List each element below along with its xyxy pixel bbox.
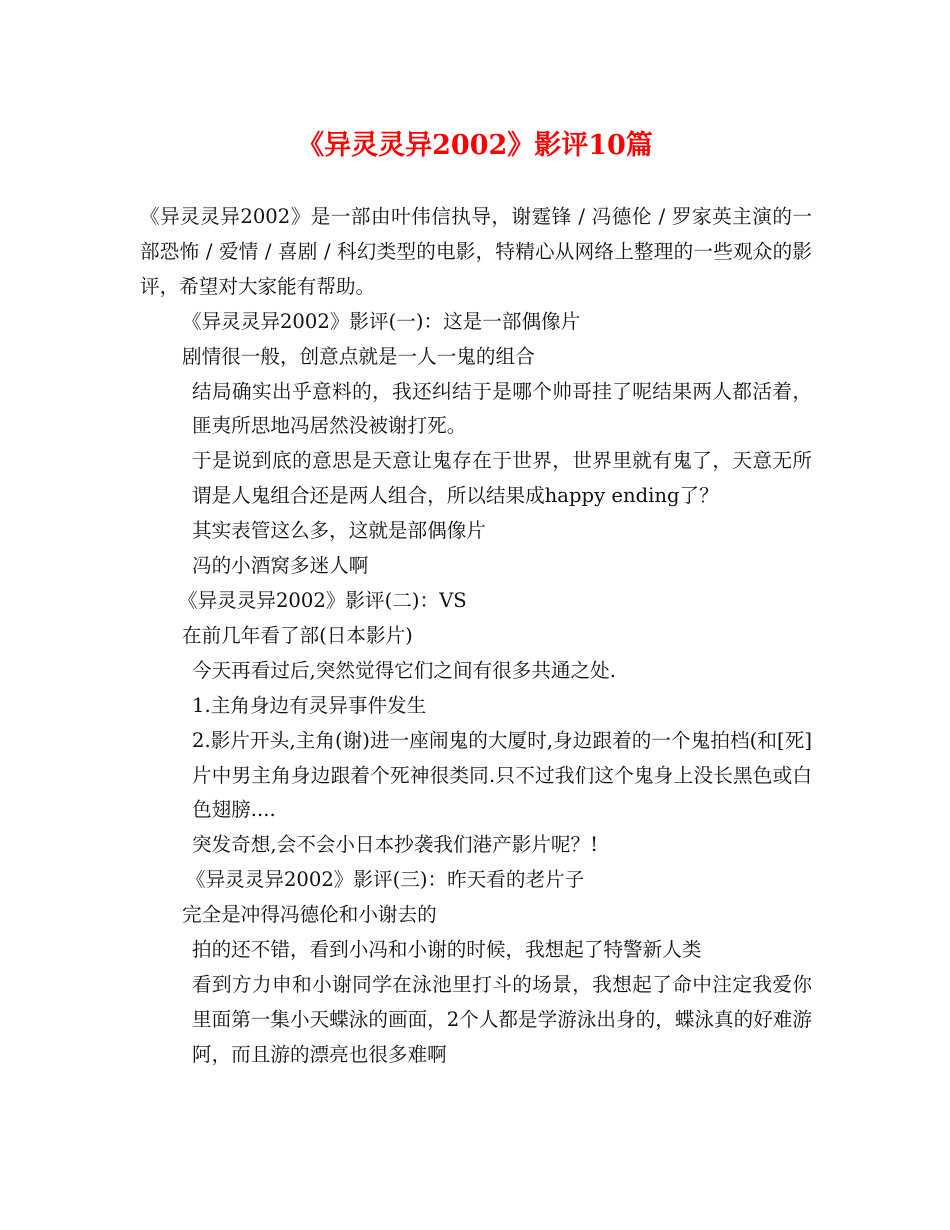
review-2-heading: 《异灵灵异2002》影评(二)：VS [178, 588, 467, 612]
paragraph: 看到方力申和小谢同学在泳池里打斗的场景，我想起了命中注定我爱你里面第一集小天蝶泳的画面，2个人都是学游泳出身的，蝶泳真的好难游阿，而且游的漂亮也很多难啊 [192, 972, 812, 1066]
intro-paragraph: 《异灵灵异2002》是一部由叶伟信执导，谢霆锋 / 冯德伦 / 罗家英主演的一部恐怖 / 爱情 / 喜剧 / 科幻类型的电影，特精心从网络上整理的一些观众的影评，希望对大家能有帮助。 [140, 205, 812, 298]
document-body [140, 200, 812, 1073]
paragraph: 其实表管这么多，这就是部偶像片 [192, 519, 486, 543]
paragraph: 结局确实出乎意料的，我还纠结于是哪个帅哥挂了呢结果两人都活着，匪夷所思地冯居然没被谢打死。 [192, 379, 812, 438]
paragraph: 拍的还不错，看到小冯和小谢的时候，我想起了特警新人类 [192, 938, 702, 962]
document-title: 《异灵灵异2002》影评10篇 [297, 130, 653, 161]
list-item: 1.主角身边有灵异事件发生 [192, 693, 427, 717]
paragraph: 突发奇想,会不会小日本抄袭我们港产影片呢？! [192, 833, 598, 857]
paragraph: 剧情很一般，创意点就是一人一鬼的组合 [182, 344, 535, 368]
paragraph: 冯的小酒窝多迷人啊 [192, 554, 369, 578]
review-3-heading: 《异灵灵异2002》影评(三)：昨天看的老片子 [186, 868, 585, 892]
paragraph: 今天再看过后,突然觉得它们之间有很多共通之处. [192, 658, 616, 682]
paragraph: 于是说到底的意思是天意让鬼存在于世界，世界里就有鬼了，天意无所谓是人鬼组合还是两人组合，所以结果成happy ending了？ [192, 449, 812, 508]
review-1-heading: 《异灵灵异2002》影评(一)：这是一部偶像片 [182, 309, 581, 333]
list-item: 2.影片开头,主角(谢)进一座闹鬼的大厦时,身边跟着的一个鬼拍档(和[死]片中男主角身边跟着个死神很类同.只不过我们这个鬼身上没长黑色或白色翅膀.... [192, 728, 812, 822]
paragraph: 完全是冲得冯德伦和小谢去的 [182, 903, 437, 927]
paragraph: 在前几年看了部(日本影片) [182, 623, 413, 647]
